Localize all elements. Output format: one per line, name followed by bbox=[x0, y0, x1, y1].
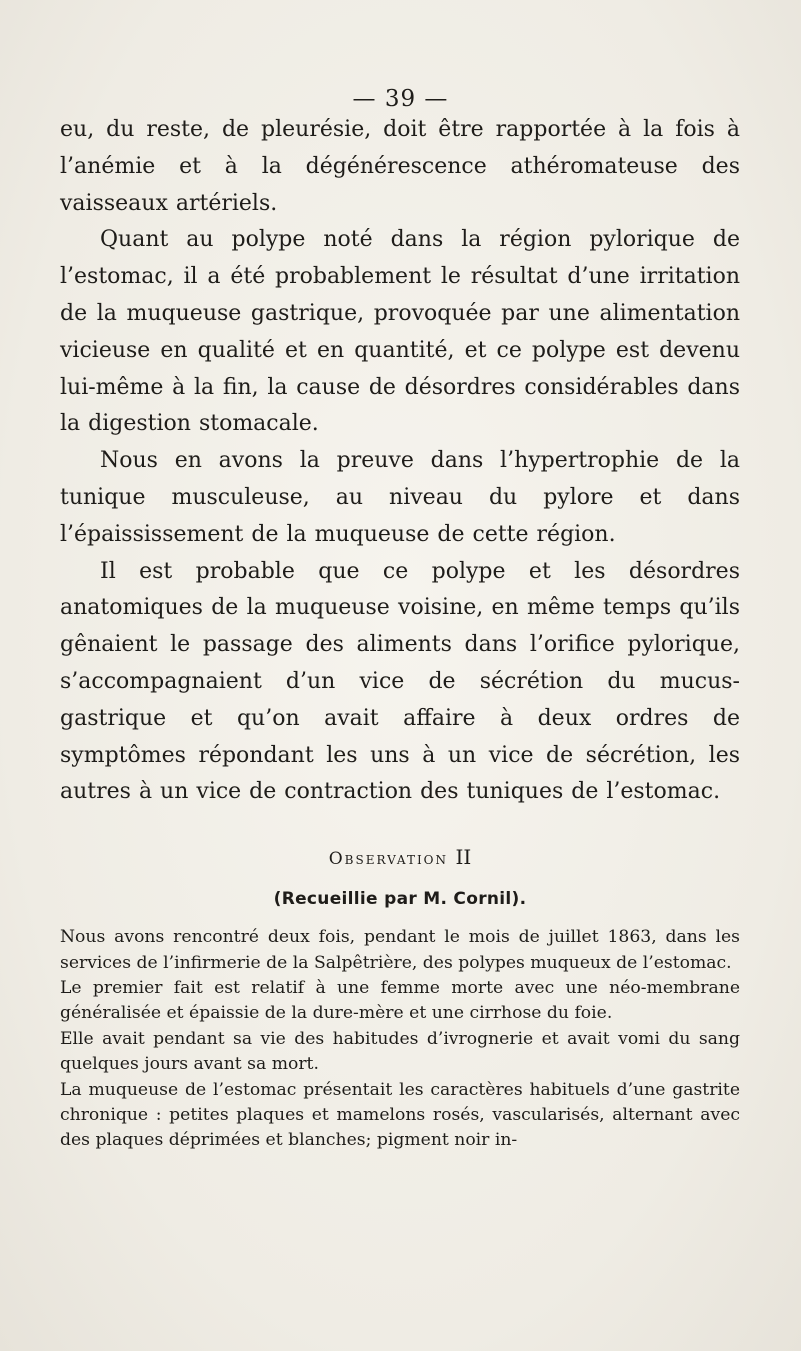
paragraph-2: Quant au polype noté dans la région pylorique de l’estomac, il a été probablement le résultat d’une irritation de la muqueuse gastrique, provoquée par une alimentation vicieuse en qualité et en quantité, et ce polype est devenu lui-même à la fin, la cause de désordres considérables dans la digestion stomacale. bbox=[60, 227, 740, 437]
observation-paragraph-4: La muqueuse de l’estomac présentait les caractères habituels d’une gastrite chronique : petites plaques et mamelons rosés, vascularisés, alternant avec des plaques déprimées et blanches; pigment noir in- bbox=[60, 1079, 740, 1151]
observation-paragraph-2: Le premier fait est relatif à une femme morte avec une néo-membrane généralisée et épaissie de la dure-mère et une cirrhose du foie. bbox=[60, 977, 740, 1024]
observation-label: Observation bbox=[328, 849, 449, 870]
observation-heading bbox=[60, 845, 740, 869]
observation-number: II bbox=[455, 845, 472, 870]
paragraph-4: Il est probable que ce polype et les désordres anatomiques de la muqueuse voisine, en même temps qu’ils gênaient le passage des aliments dans l’orifice pylorique, s’accompagnaient d’un vice de sécrétion du mucus-gastrique et qu’on avait affaire à deux ordres de symptômes répondant les uns à un vice de sécrétion, les autres à un vice de contraction des tuniques de l’estomac. bbox=[60, 558, 740, 805]
paragraph-1: eu, du reste, de pleurésie, doit être rapportée à la fois à l’anémie et à la dégénérescence athéromateuse des vaisseaux artériels. bbox=[60, 117, 740, 216]
observation-paragraph-1: Nous avons rencontré deux fois, pendant le mois de juillet 1863, dans les services de l’infirmerie de la Salpêtrière, des polypes muqueux de l’estomac. bbox=[60, 927, 740, 973]
observation-source: (Recueillie par M. Cornil). bbox=[273, 889, 527, 910]
paragraph-3: Nous en avons la preuve dans l’hypertrophie de la tunique musculeuse, au niveau du pylore et dans l’épaississement de la muqueuse de cette région. bbox=[60, 448, 740, 547]
observation-text bbox=[60, 925, 740, 1154]
page-number: — 39 — bbox=[352, 86, 449, 112]
main-text bbox=[60, 112, 740, 1154]
observation-paragraph-3: Elle avait pendant sa vie des habitudes d’ivrognerie et avait vomi du sang quelques jours avant sa mort. bbox=[60, 1028, 740, 1075]
